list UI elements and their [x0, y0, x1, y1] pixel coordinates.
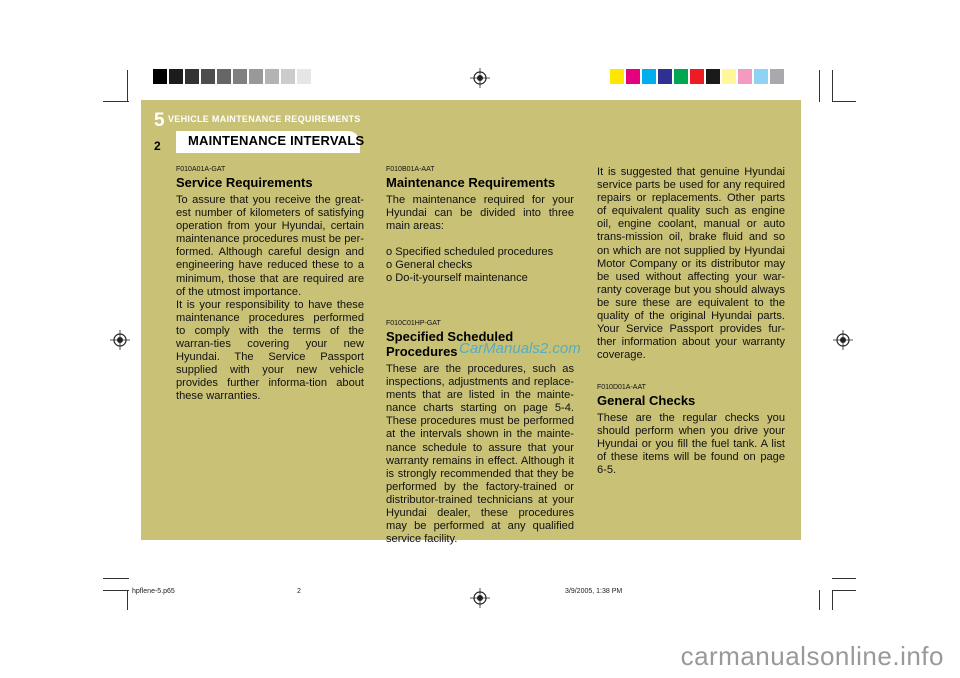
watermark: CarManuals2.com	[459, 340, 581, 357]
crop-mark	[819, 590, 820, 610]
crop-mark	[832, 578, 856, 579]
crop-mark	[103, 590, 129, 591]
footer-file: hpflene-5.p65	[132, 588, 175, 595]
color-swatch	[642, 69, 656, 84]
crop-mark	[832, 590, 856, 591]
section-code: F010B01A-AAT	[386, 166, 435, 173]
color-swatch	[297, 69, 311, 84]
color-swatch	[217, 69, 231, 84]
registration-mark-icon	[833, 330, 853, 350]
list-item: o Do-it-yourself maintenance	[386, 272, 528, 285]
registration-mark-icon	[470, 68, 490, 88]
service-requirements-heading: Service Requirements	[176, 175, 313, 190]
color-swatch	[185, 69, 199, 84]
color-swatch	[674, 69, 688, 84]
maintenance-requirements-heading: Maintenance Requirements	[386, 175, 556, 190]
color-swatch	[281, 69, 295, 84]
crop-mark	[103, 578, 129, 579]
crop-mark	[832, 101, 856, 102]
color-swatch	[690, 69, 704, 84]
list-item: o Specified scheduled procedures	[386, 246, 554, 259]
column-service	[176, 166, 364, 404]
registration-mark-icon	[110, 330, 130, 350]
color-swatch	[610, 69, 624, 84]
crop-mark	[103, 101, 129, 102]
column-genuine-parts	[597, 166, 785, 362]
service-paragraph-1: To assure that you receive the great-est number of kilometers of satisfying operation from your Hyundai, certain maintenance procedures must be per-formed. Although careful design and engineering have reduced these to a minimum, those that are required are of the utmost importance.	[176, 194, 364, 298]
crop-mark	[127, 70, 128, 102]
general-checks-paragraph: These are the regular checks you should perform when you drive your Hyundai or you fill the fuel tank. A list of these items will be found on page 6-5.	[597, 412, 785, 477]
section-title: MAINTENANCE INTERVALS	[188, 133, 365, 148]
section-code: F010C01HP-GAT	[386, 320, 441, 327]
section-code: F010D01A-AAT	[597, 384, 646, 391]
column-general-checks	[597, 384, 785, 477]
crop-mark	[127, 590, 128, 610]
color-swatch	[722, 69, 736, 84]
color-swatch	[626, 69, 640, 84]
color-swatch	[706, 69, 720, 84]
color-swatch	[770, 69, 784, 84]
color-swatch	[153, 69, 167, 84]
color-swatch	[658, 69, 672, 84]
color-swatch	[754, 69, 768, 84]
maintenance-area-list	[386, 246, 574, 285]
chapter-number: 5	[154, 110, 165, 131]
maintenance-intro: The maintenance required for your Hyundai can be divided into three main areas:	[386, 194, 574, 233]
chapter-title: VEHICLE MAINTENANCE REQUIREMENTS	[168, 114, 361, 124]
scheduled-paragraph: These are the procedures, such as inspections, adjustments and replace-ments that are listed in the mainte-nance charts starting on page 5-4. These procedures must be performed at the intervals shown in the mainte-nance schedule to assure that your warranty remains in effect. Although it is strongly recommended that they be performed by the factory-trained or distributor-trained technicians at your Hyundai dealer, these procedures may be performed at any qualified service facility.	[386, 363, 574, 546]
color-swatch	[201, 69, 215, 84]
site-watermark: carmanualsonline.info	[680, 641, 944, 671]
color-swatch	[169, 69, 183, 84]
page-number: 2	[154, 139, 161, 153]
crop-mark	[819, 70, 820, 102]
list-item: o General checks	[386, 259, 473, 272]
general-checks-heading: General Checks	[597, 393, 696, 408]
crop-mark	[832, 70, 833, 102]
crop-mark	[832, 590, 833, 610]
color-swatch	[233, 69, 247, 84]
service-paragraph-2: It is your responsibility to have these maintenance procedures performed to comply with the terms of the warran-ties covering your new Hyundai. The Service Passport supplied with your new vehicle provides further informa-tion about these warranties.	[176, 298, 364, 403]
column-maintenance	[386, 166, 574, 286]
color-swatch	[738, 69, 752, 84]
registration-mark-icon	[470, 588, 490, 608]
color-swatch	[265, 69, 279, 84]
footer-page: 2	[297, 588, 301, 595]
genuine-parts-paragraph: It is suggested that genuine Hyundai service parts be used for any required repairs or replacements. Other parts of equivalent quality such as engine oil, engine coolant, manual or auto trans-mission oil, brake fluid and so on which are not supplied by Hyundai Motor Company or its distributor may be used without affecting your war-ranty coverage but you should always be sure these are equivalent to the quality of the original Hyundai parts. Your Service Passport provides fur-ther information about your warranty coverage.	[597, 166, 785, 362]
footer-timestamp: 3/9/2005, 1:38 PM	[565, 588, 623, 595]
scheduled-procedures-heading: Specified Scheduled Procedures	[386, 329, 514, 359]
section-code: F010A01A-GAT	[176, 166, 226, 173]
color-swatch	[249, 69, 263, 84]
